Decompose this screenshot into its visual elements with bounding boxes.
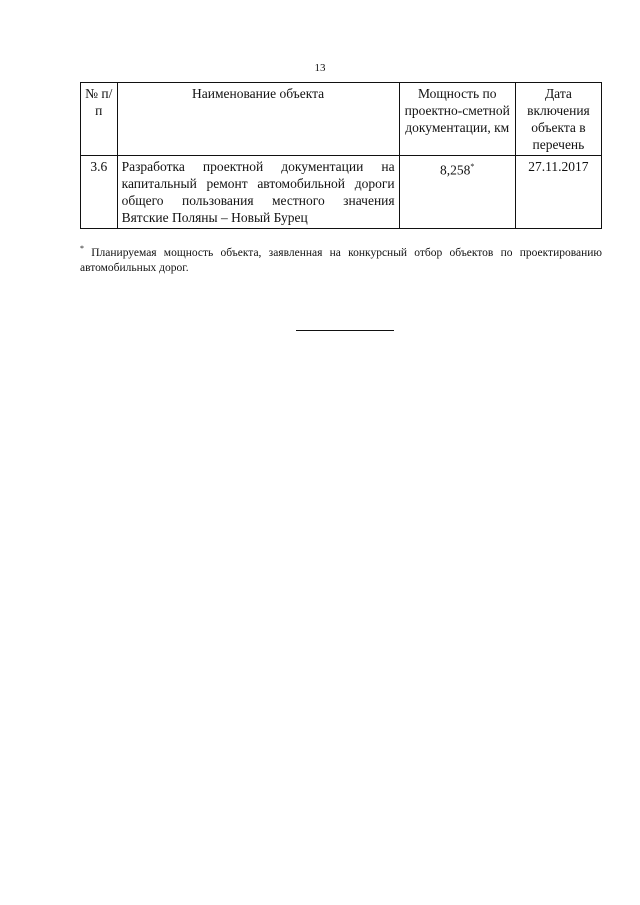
row-number: 3.6 bbox=[81, 156, 118, 229]
header-number: № п/п bbox=[81, 83, 118, 156]
objects-table bbox=[80, 82, 602, 229]
header-inclusion-date: Дата включения объекта в перечень bbox=[515, 83, 601, 156]
header-capacity: Мощность по проектно-сметной документации, км bbox=[399, 83, 515, 156]
row-inclusion-date: 27.11.2017 bbox=[515, 156, 601, 229]
table-row bbox=[81, 156, 602, 229]
footnote bbox=[80, 241, 602, 276]
header-object-name: Наименование объекта bbox=[117, 83, 399, 156]
table-header-row bbox=[81, 83, 602, 156]
row-object-name: Разработка проектной документации на капитальный ремонт автомобильной дороги общего пользования местного значения Вятские Поляны – Новый Бурец bbox=[117, 156, 399, 229]
row-capacity bbox=[399, 156, 515, 229]
page-number: 13 bbox=[314, 62, 326, 74]
footnote-mark: * bbox=[80, 244, 84, 253]
closing-divider-line bbox=[296, 330, 394, 331]
row-capacity-value: 8,258 bbox=[440, 162, 471, 178]
footnote-text: Планируемая мощность объекта, заявленная на конкурсный отбор объектов по проектированию автомобильных дорог. bbox=[80, 246, 603, 274]
row-capacity-footnote-mark: * bbox=[470, 162, 475, 171]
